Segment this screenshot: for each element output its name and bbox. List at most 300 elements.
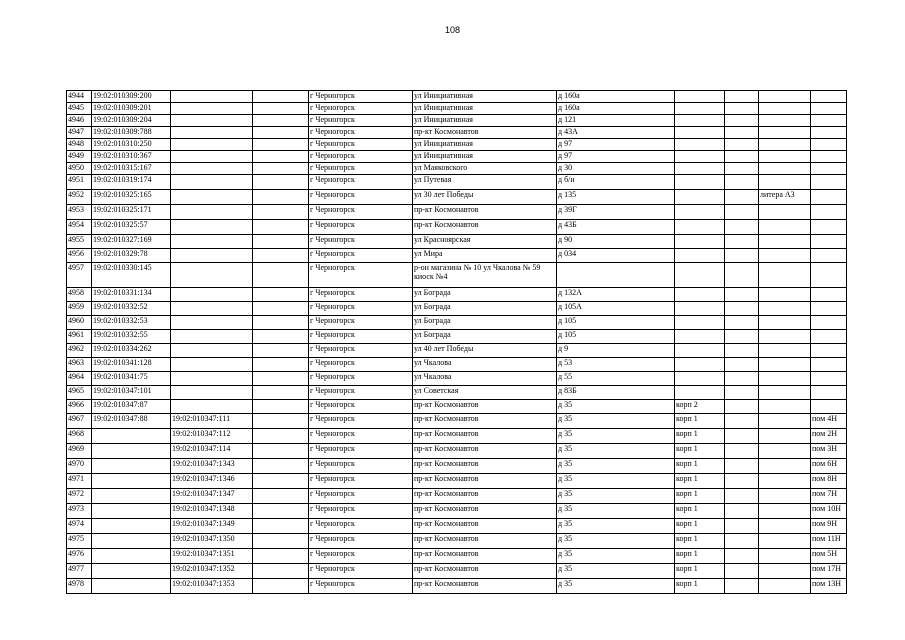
city: г Черногорск bbox=[309, 190, 413, 205]
sub-cadastral-number bbox=[171, 249, 253, 263]
empty-cell bbox=[253, 103, 309, 115]
cadastral-number bbox=[92, 459, 171, 474]
table-row bbox=[67, 386, 847, 400]
sub-cadastral-number bbox=[171, 330, 253, 344]
empty-cell bbox=[253, 564, 309, 579]
house: д 97 bbox=[557, 139, 675, 151]
page-number: 108 bbox=[444, 25, 461, 35]
extra-note bbox=[759, 115, 811, 127]
extra-note bbox=[759, 263, 811, 288]
sub-cadastral-number: 19:02:010347:112 bbox=[171, 429, 253, 444]
sub-cadastral-number bbox=[171, 263, 253, 288]
extra-note bbox=[759, 288, 811, 302]
registry-body bbox=[67, 91, 847, 594]
premises: пом 11Н bbox=[811, 534, 847, 549]
row-number: 4965 bbox=[67, 386, 92, 400]
row-number: 4945 bbox=[67, 103, 92, 115]
extra-note bbox=[759, 579, 811, 594]
building bbox=[675, 175, 725, 190]
empty-cell bbox=[725, 372, 759, 386]
sub-cadastral-number bbox=[171, 316, 253, 330]
empty-cell bbox=[725, 103, 759, 115]
cadastral-number: 19:02:010325:171 bbox=[92, 205, 171, 220]
street: пр-кт Космонавтов bbox=[413, 519, 557, 534]
building bbox=[675, 103, 725, 115]
house: д 35 bbox=[557, 504, 675, 519]
table-row bbox=[67, 414, 847, 429]
street: пр-кт Космонавтов bbox=[413, 429, 557, 444]
table-row bbox=[67, 534, 847, 549]
premises bbox=[811, 288, 847, 302]
empty-cell bbox=[725, 330, 759, 344]
building: корп 1 bbox=[675, 564, 725, 579]
house: д 35 bbox=[557, 489, 675, 504]
premises: пом 3Н bbox=[811, 444, 847, 459]
cadastral-number: 19:02:010309:788 bbox=[92, 127, 171, 139]
sub-cadastral-number: 19:02:010347:1347 bbox=[171, 489, 253, 504]
city: г Черногорск bbox=[309, 344, 413, 358]
extra-note: литера А3 bbox=[759, 190, 811, 205]
house: д 35 bbox=[557, 474, 675, 489]
premises bbox=[811, 263, 847, 288]
empty-cell bbox=[725, 139, 759, 151]
street: пр-кт Космонавтов bbox=[413, 564, 557, 579]
street: пр-кт Космонавтов bbox=[413, 549, 557, 564]
table-row bbox=[67, 474, 847, 489]
street: ул Бограда bbox=[413, 288, 557, 302]
building: корп 1 bbox=[675, 414, 725, 429]
table-row bbox=[67, 564, 847, 579]
cadastral-number: 19:02:010329:78 bbox=[92, 249, 171, 263]
city: г Черногорск bbox=[309, 249, 413, 263]
building: корп 1 bbox=[675, 579, 725, 594]
empty-cell bbox=[725, 115, 759, 127]
empty-cell bbox=[253, 235, 309, 249]
empty-cell bbox=[725, 358, 759, 372]
table-row bbox=[67, 400, 847, 414]
city: г Черногорск bbox=[309, 564, 413, 579]
empty-cell bbox=[725, 190, 759, 205]
city: г Черногорск bbox=[309, 459, 413, 474]
empty-cell bbox=[253, 139, 309, 151]
street: ул Красноярская bbox=[413, 235, 557, 249]
house: д 35 bbox=[557, 400, 675, 414]
sub-cadastral-number bbox=[171, 358, 253, 372]
empty-cell bbox=[253, 220, 309, 235]
premises: пом 10Н bbox=[811, 504, 847, 519]
empty-cell bbox=[725, 414, 759, 429]
house: д 30 bbox=[557, 163, 675, 175]
cadastral-number: 19:02:010325:57 bbox=[92, 220, 171, 235]
cadastral-number: 19:02:010310:367 bbox=[92, 151, 171, 163]
row-number: 4952 bbox=[67, 190, 92, 205]
empty-cell bbox=[725, 235, 759, 249]
empty-cell bbox=[725, 579, 759, 594]
house bbox=[557, 263, 675, 288]
empty-cell bbox=[725, 489, 759, 504]
street: ул 30 лет Победы bbox=[413, 190, 557, 205]
house: д 034 bbox=[557, 249, 675, 263]
street: пр-кт Космонавтов bbox=[413, 444, 557, 459]
row-number: 4944 bbox=[67, 91, 92, 103]
row-number: 4957 bbox=[67, 263, 92, 288]
sub-cadastral-number bbox=[171, 372, 253, 386]
house: д 39Г bbox=[557, 205, 675, 220]
city: г Черногорск bbox=[309, 139, 413, 151]
table-row bbox=[67, 489, 847, 504]
empty-cell bbox=[725, 519, 759, 534]
sub-cadastral-number bbox=[171, 344, 253, 358]
empty-cell bbox=[253, 288, 309, 302]
empty-cell bbox=[725, 175, 759, 190]
house: д 160а bbox=[557, 91, 675, 103]
city: г Черногорск bbox=[309, 444, 413, 459]
extra-note bbox=[759, 564, 811, 579]
sub-cadastral-number: 19:02:010347:111 bbox=[171, 414, 253, 429]
table-row bbox=[67, 175, 847, 190]
cadastral-number: 19:02:010315:167 bbox=[92, 163, 171, 175]
premises: пом 17Н bbox=[811, 564, 847, 579]
sub-cadastral-number bbox=[171, 190, 253, 205]
sub-cadastral-number bbox=[171, 91, 253, 103]
street: пр-кт Космонавтов bbox=[413, 489, 557, 504]
table-row bbox=[67, 549, 847, 564]
house: д 105 bbox=[557, 316, 675, 330]
city: г Черногорск bbox=[309, 549, 413, 564]
city: г Черногорск bbox=[309, 358, 413, 372]
building bbox=[675, 263, 725, 288]
cadastral-number bbox=[92, 519, 171, 534]
house: д 121 bbox=[557, 115, 675, 127]
building bbox=[675, 163, 725, 175]
extra-note bbox=[759, 302, 811, 316]
row-number: 4976 bbox=[67, 549, 92, 564]
building bbox=[675, 372, 725, 386]
empty-cell bbox=[253, 414, 309, 429]
building bbox=[675, 358, 725, 372]
empty-cell bbox=[253, 400, 309, 414]
premises bbox=[811, 249, 847, 263]
street: ул Инициативная bbox=[413, 151, 557, 163]
cadastral-number: 19:02:010347:101 bbox=[92, 386, 171, 400]
building bbox=[675, 220, 725, 235]
premises: пом 4Н bbox=[811, 414, 847, 429]
building: корп 1 bbox=[675, 444, 725, 459]
row-number: 4959 bbox=[67, 302, 92, 316]
premises bbox=[811, 316, 847, 330]
row-number: 4966 bbox=[67, 400, 92, 414]
building: корп 1 bbox=[675, 534, 725, 549]
premises: пом 2Н bbox=[811, 429, 847, 444]
empty-cell bbox=[725, 400, 759, 414]
building bbox=[675, 235, 725, 249]
row-number: 4978 bbox=[67, 579, 92, 594]
cadastral-number: 19:02:010319:174 bbox=[92, 175, 171, 190]
empty-cell bbox=[253, 372, 309, 386]
street: пр-кт Космонавтов bbox=[413, 400, 557, 414]
premises: пом 8Н bbox=[811, 474, 847, 489]
empty-cell bbox=[253, 205, 309, 220]
cadastral-number: 19:02:010309:204 bbox=[92, 115, 171, 127]
sub-cadastral-number bbox=[171, 235, 253, 249]
row-number: 4962 bbox=[67, 344, 92, 358]
empty-cell bbox=[253, 519, 309, 534]
empty-cell bbox=[253, 504, 309, 519]
premises bbox=[811, 220, 847, 235]
city: г Черногорск bbox=[309, 386, 413, 400]
extra-note bbox=[759, 429, 811, 444]
sub-cadastral-number: 19:02:010347:1351 bbox=[171, 549, 253, 564]
city: г Черногорск bbox=[309, 151, 413, 163]
street: пр-кт Космонавтов bbox=[413, 504, 557, 519]
empty-cell bbox=[253, 429, 309, 444]
empty-cell bbox=[253, 302, 309, 316]
street: пр-кт Космонавтов bbox=[413, 534, 557, 549]
cadastral-number bbox=[92, 429, 171, 444]
street: ул Бограда bbox=[413, 302, 557, 316]
extra-note bbox=[759, 205, 811, 220]
cadastral-number: 19:02:010310:250 bbox=[92, 139, 171, 151]
sub-cadastral-number bbox=[171, 386, 253, 400]
sub-cadastral-number: 19:02:010347:1346 bbox=[171, 474, 253, 489]
premises bbox=[811, 103, 847, 115]
sub-cadastral-number bbox=[171, 205, 253, 220]
extra-note bbox=[759, 127, 811, 139]
house: д 35 bbox=[557, 414, 675, 429]
table-row bbox=[67, 459, 847, 474]
city: г Черногорск bbox=[309, 489, 413, 504]
row-number: 4970 bbox=[67, 459, 92, 474]
cadastral-number: 19:02:010309:201 bbox=[92, 103, 171, 115]
premises bbox=[811, 235, 847, 249]
empty-cell bbox=[725, 534, 759, 549]
city: г Черногорск bbox=[309, 163, 413, 175]
empty-cell bbox=[725, 205, 759, 220]
house: д 105 bbox=[557, 330, 675, 344]
premises: пом 13Н bbox=[811, 579, 847, 594]
house: д 83Б bbox=[557, 386, 675, 400]
building bbox=[675, 151, 725, 163]
building: корп 1 bbox=[675, 504, 725, 519]
empty-cell bbox=[253, 579, 309, 594]
premises: пом 5Н bbox=[811, 549, 847, 564]
cadastral-number: 19:02:010330:145 bbox=[92, 263, 171, 288]
empty-cell bbox=[725, 316, 759, 330]
building bbox=[675, 316, 725, 330]
cadastral-number: 19:02:010347:87 bbox=[92, 400, 171, 414]
premises bbox=[811, 358, 847, 372]
row-number: 4967 bbox=[67, 414, 92, 429]
extra-note bbox=[759, 386, 811, 400]
premises bbox=[811, 372, 847, 386]
row-number: 4971 bbox=[67, 474, 92, 489]
empty-cell bbox=[253, 474, 309, 489]
street: пр-кт Космонавтов bbox=[413, 414, 557, 429]
extra-note bbox=[759, 175, 811, 190]
street: ул Бограда bbox=[413, 330, 557, 344]
cadastral-number: 19:02:010341:128 bbox=[92, 358, 171, 372]
row-number: 4948 bbox=[67, 139, 92, 151]
extra-note bbox=[759, 220, 811, 235]
house: д 97 bbox=[557, 151, 675, 163]
premises bbox=[811, 91, 847, 103]
house: д 35 bbox=[557, 564, 675, 579]
city: г Черногорск bbox=[309, 220, 413, 235]
sub-cadastral-number bbox=[171, 220, 253, 235]
house: д 43А bbox=[557, 127, 675, 139]
extra-note bbox=[759, 459, 811, 474]
empty-cell bbox=[253, 534, 309, 549]
extra-note bbox=[759, 316, 811, 330]
extra-note bbox=[759, 163, 811, 175]
table-row bbox=[67, 316, 847, 330]
cadastral-number: 19:02:010332:52 bbox=[92, 302, 171, 316]
row-number: 4964 bbox=[67, 372, 92, 386]
empty-cell bbox=[253, 115, 309, 127]
row-number: 4963 bbox=[67, 358, 92, 372]
street: пр-кт Космонавтов bbox=[413, 474, 557, 489]
row-number: 4946 bbox=[67, 115, 92, 127]
empty-cell bbox=[253, 175, 309, 190]
city: г Черногорск bbox=[309, 330, 413, 344]
premises bbox=[811, 115, 847, 127]
premises: пом 9Н bbox=[811, 519, 847, 534]
row-number: 4951 bbox=[67, 175, 92, 190]
building bbox=[675, 330, 725, 344]
premises: пом 6Н bbox=[811, 459, 847, 474]
street: ул Советская bbox=[413, 386, 557, 400]
house: д б/н bbox=[557, 175, 675, 190]
sub-cadastral-number bbox=[171, 163, 253, 175]
extra-note bbox=[759, 249, 811, 263]
empty-cell bbox=[725, 549, 759, 564]
extra-note bbox=[759, 504, 811, 519]
table-row bbox=[67, 235, 847, 249]
table-row bbox=[67, 103, 847, 115]
empty-cell bbox=[725, 386, 759, 400]
house: д 35 bbox=[557, 549, 675, 564]
extra-note bbox=[759, 474, 811, 489]
extra-note bbox=[759, 534, 811, 549]
premises bbox=[811, 386, 847, 400]
premises bbox=[811, 400, 847, 414]
row-number: 4968 bbox=[67, 429, 92, 444]
street: ул Инициативная bbox=[413, 115, 557, 127]
building bbox=[675, 344, 725, 358]
sub-cadastral-number: 19:02:010347:1348 bbox=[171, 504, 253, 519]
house: д 132А bbox=[557, 288, 675, 302]
table-row bbox=[67, 205, 847, 220]
row-number: 4977 bbox=[67, 564, 92, 579]
city: г Черногорск bbox=[309, 127, 413, 139]
house: д 90 bbox=[557, 235, 675, 249]
city: г Черногорск bbox=[309, 504, 413, 519]
empty-cell bbox=[725, 163, 759, 175]
street: ул Инициативная bbox=[413, 139, 557, 151]
empty-cell bbox=[725, 504, 759, 519]
extra-note bbox=[759, 372, 811, 386]
city: г Черногорск bbox=[309, 205, 413, 220]
extra-note bbox=[759, 139, 811, 151]
building bbox=[675, 249, 725, 263]
cadastral-number: 19:02:010347:88 bbox=[92, 414, 171, 429]
row-number: 4975 bbox=[67, 534, 92, 549]
street: пр-кт Космонавтов bbox=[413, 459, 557, 474]
extra-note bbox=[759, 91, 811, 103]
extra-note bbox=[759, 489, 811, 504]
cadastral-number: 19:02:010332:55 bbox=[92, 330, 171, 344]
sub-cadastral-number bbox=[171, 302, 253, 316]
city: г Черногорск bbox=[309, 429, 413, 444]
house: д 35 bbox=[557, 429, 675, 444]
house: д 53 bbox=[557, 358, 675, 372]
building bbox=[675, 127, 725, 139]
street: р-он магазина № 10 ул Чкалова № 59 киоск №4 bbox=[413, 263, 557, 288]
table-row bbox=[67, 263, 847, 288]
sub-cadastral-number bbox=[171, 175, 253, 190]
building: корп 1 bbox=[675, 549, 725, 564]
street: ул 40 лет Победы bbox=[413, 344, 557, 358]
city: г Черногорск bbox=[309, 235, 413, 249]
row-number: 4973 bbox=[67, 504, 92, 519]
city: г Черногорск bbox=[309, 302, 413, 316]
table-row bbox=[67, 151, 847, 163]
city: г Черногорск bbox=[309, 103, 413, 115]
cadastral-number bbox=[92, 489, 171, 504]
premises bbox=[811, 344, 847, 358]
building: корп 2 bbox=[675, 400, 725, 414]
city: г Черногорск bbox=[309, 519, 413, 534]
table-row bbox=[67, 190, 847, 205]
cadastral-number bbox=[92, 579, 171, 594]
city: г Черногорск bbox=[309, 175, 413, 190]
sub-cadastral-number: 19:02:010347:1349 bbox=[171, 519, 253, 534]
cadastral-number bbox=[92, 474, 171, 489]
empty-cell bbox=[725, 249, 759, 263]
street: ул Маяковского bbox=[413, 163, 557, 175]
sub-cadastral-number: 19:02:010347:1343 bbox=[171, 459, 253, 474]
street: ул Инициативная bbox=[413, 91, 557, 103]
street: ул Чкалова bbox=[413, 358, 557, 372]
table-row bbox=[67, 302, 847, 316]
sub-cadastral-number: 19:02:010347:1353 bbox=[171, 579, 253, 594]
empty-cell bbox=[253, 263, 309, 288]
table-row bbox=[67, 139, 847, 151]
table-row bbox=[67, 249, 847, 263]
house: д 35 bbox=[557, 519, 675, 534]
house: д 35 bbox=[557, 534, 675, 549]
premises bbox=[811, 175, 847, 190]
table-row bbox=[67, 163, 847, 175]
building bbox=[675, 302, 725, 316]
table-row bbox=[67, 444, 847, 459]
house: д 35 bbox=[557, 579, 675, 594]
city: г Черногорск bbox=[309, 372, 413, 386]
row-number: 4954 bbox=[67, 220, 92, 235]
city: г Черногорск bbox=[309, 263, 413, 288]
row-number: 4960 bbox=[67, 316, 92, 330]
empty-cell bbox=[253, 344, 309, 358]
premises bbox=[811, 127, 847, 139]
empty-cell bbox=[725, 91, 759, 103]
row-number: 4958 bbox=[67, 288, 92, 302]
building bbox=[675, 115, 725, 127]
sub-cadastral-number bbox=[171, 139, 253, 151]
sub-cadastral-number bbox=[171, 151, 253, 163]
cadastral-number bbox=[92, 534, 171, 549]
table-row bbox=[67, 344, 847, 358]
extra-note bbox=[759, 414, 811, 429]
